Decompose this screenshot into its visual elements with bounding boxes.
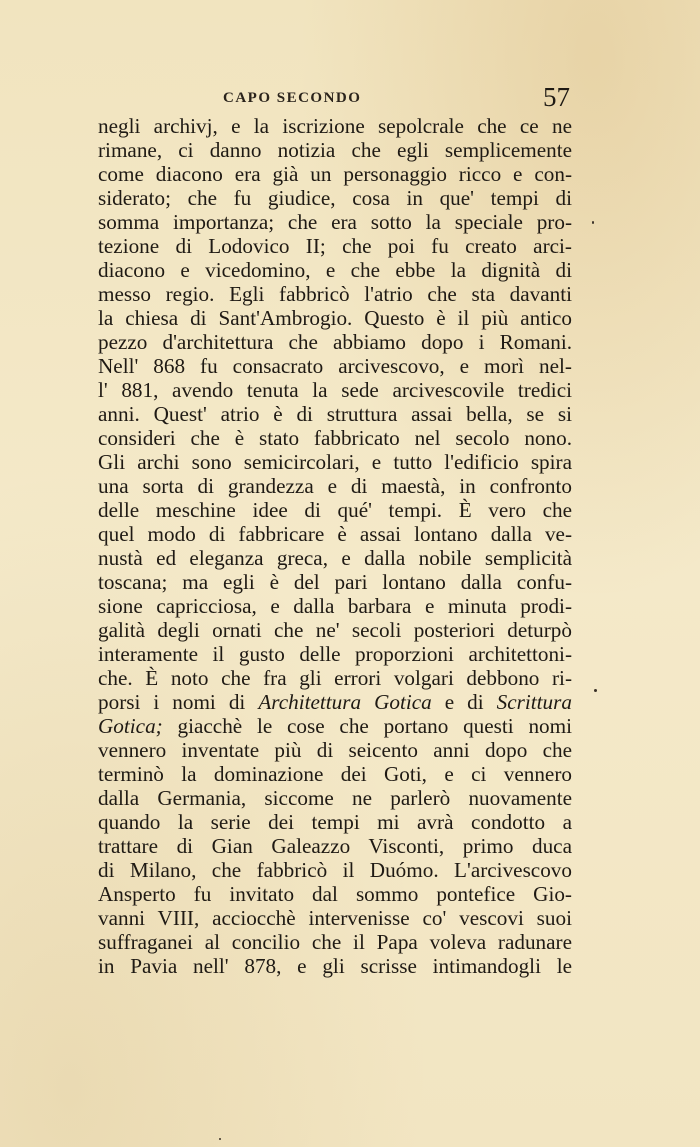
text-line: terminò la dominazione dei Goti, e ci vennero: [98, 762, 572, 786]
text-line-with-italics: [98, 690, 572, 714]
text-line: in Pavia nell' 878, e gli scrisse intimandogli le: [98, 954, 572, 978]
text-line: di Milano, che fabbricò il Duómo. L'arcivescovo: [98, 858, 572, 882]
paper-speck: [594, 689, 597, 692]
text-line: vennero inventate più di seicento anni dopo che: [98, 738, 572, 762]
text-line: dalla Germania, siccome ne parlerò nuovamente: [98, 786, 572, 810]
italic-term: Architettura Gotica: [258, 690, 432, 714]
text-line: anni. Quest' atrio è di struttura assai bella, se si: [98, 402, 572, 426]
text-line: una sorta di grandezza e di maestà, in confronto: [98, 474, 572, 498]
text-line: l' 881, avendo tenuta la sede arcivescovile tredici: [98, 378, 572, 402]
text-segment: porsi i nomi di: [98, 690, 259, 714]
body-text: [98, 114, 572, 978]
text-line-with-italics: [98, 714, 572, 738]
text-line: Gli archi sono semicircolari, e tutto l'edificio spira: [98, 450, 572, 474]
text-line: rimane, ci danno notizia che egli semplicemente: [98, 138, 572, 162]
paper-speck: [219, 1138, 221, 1140]
text-line: la chiesa di Sant'Ambrogio. Questo è il più antico: [98, 306, 572, 330]
text-line: suffraganei al concilio che il Papa voleva radunare: [98, 930, 572, 954]
chapter-title: CAPO SECONDO: [223, 90, 362, 106]
text-line: negli archivj, e la iscrizione sepolcrale che ce ne: [98, 114, 572, 138]
text-line: toscana; ma egli è del pari lontano dalla confu-: [98, 570, 572, 594]
text-line: quel modo di fabbricare è assai lontano dalla ve-: [98, 522, 572, 546]
text-line: consideri che è stato fabbricato nel secolo nono.: [98, 426, 572, 450]
text-line: trattare di Gian Galeazzo Visconti, primo duca: [98, 834, 572, 858]
text-line: come diacono era già un personaggio ricco e con-: [98, 162, 572, 186]
text-segment: giacchè le cose che portano questi nomi: [162, 714, 572, 738]
text-line: Nell' 868 fu consacrato arcivescovo, e morì nel-: [98, 354, 572, 378]
italic-term: Scrittura: [496, 690, 572, 714]
text-line: Ansperto fu invitato dal sommo pontefice Gio-: [98, 882, 572, 906]
text-line: quando la serie dei tempi mi avrà condotto a: [98, 810, 572, 834]
text-line: tezione di Lodovico II; che poi fu creato arci-: [98, 234, 572, 258]
italic-term: Gotica;: [98, 714, 163, 738]
text-line: nustà ed eleganza greca, e dalla nobile semplicità: [98, 546, 572, 570]
text-line: pezzo d'architettura che abbiamo dopo i Romani.: [98, 330, 572, 354]
text-line: sione capricciosa, e dalla barbara e minuta prodi-: [98, 594, 572, 618]
text-line: messo regio. Egli fabbricò l'atrio che sta davanti: [98, 282, 572, 306]
text-line: galità degli ornati che ne' secoli posteriori deturpò: [98, 618, 572, 642]
page-number: 57: [543, 82, 570, 112]
text-line: diacono e vicedomino, e che ebbe la dignità di: [98, 258, 572, 282]
paper-speck: [592, 221, 594, 224]
text-line: siderato; che fu giudice, cosa in que' tempi di: [98, 186, 572, 210]
running-head: [98, 82, 578, 116]
text-line: vanni VIII, acciocchè intervenisse co' vescovi suoi: [98, 906, 572, 930]
text-line: interamente il gusto delle proporzioni architettoni-: [98, 642, 572, 666]
text-line: delle meschine idee di qué' tempi. È vero che: [98, 498, 572, 522]
text-line: che. È noto che fra gli errori volgari debbono ri-: [98, 666, 572, 690]
text-line: somma importanza; che era sotto la speciale pro-: [98, 210, 572, 234]
text-segment: e di: [431, 690, 497, 714]
